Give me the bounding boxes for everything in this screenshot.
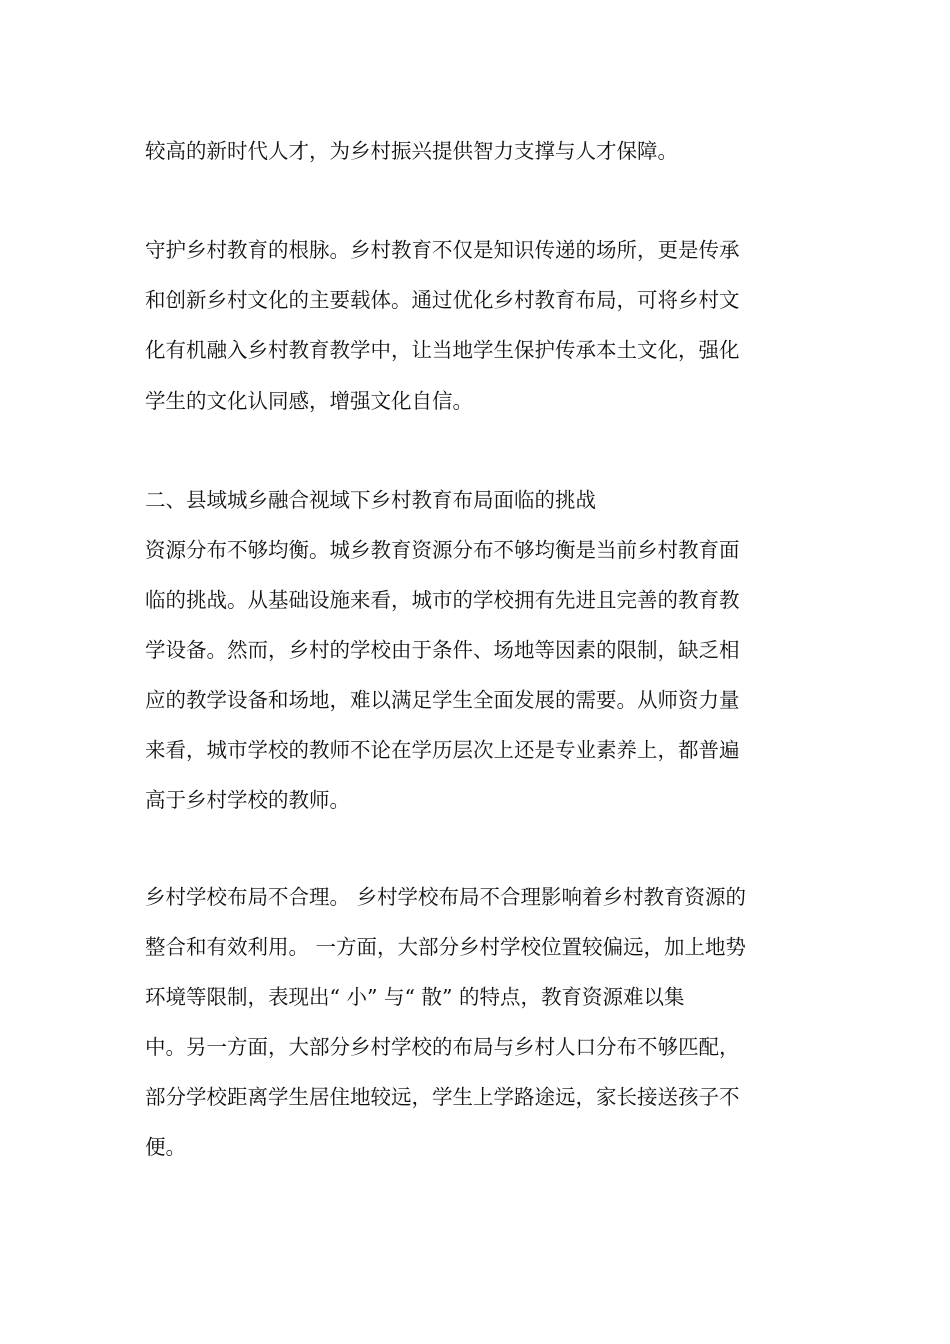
text-line: 便。	[145, 1135, 186, 1159]
text-line: 高于乡村学校的教师。	[145, 788, 350, 812]
text-line: 学生的文化认同感，增强文化自信。	[145, 389, 473, 413]
text-line: 临的挑战。从基础设施来看，城市的学校拥有先进且完善的教育教	[145, 588, 740, 612]
text-line: 较高的新时代人才，为乡村振兴提供智力支撑与人才保障。	[145, 139, 678, 163]
text-line: 乡村学校布局不合理。 乡村学校布局不合理影响着乡村教育资源的	[145, 885, 747, 909]
text-line: 中。另一方面，大部分乡村学校的布局与乡村人口分布不够匹配，	[145, 1035, 740, 1059]
text-line: 整合和有效利用。 一方面，大部分乡村学校位置较偏远，加上地势	[145, 935, 747, 959]
text-line: 学设备。然而，乡村的学校由于条件、场地等因素的限制，缺乏相	[145, 638, 740, 662]
text-line: 部分学校距离学生居住地较远，学生上学路途远，家长接送孩子不	[145, 1085, 740, 1109]
text-line: 守护乡村教育的根脉。乡村教育不仅是知识传递的场所，更是传承	[145, 238, 740, 262]
section-heading: 二、县域城乡融合视域下乡村教育布局面临的挑战	[145, 488, 596, 512]
text-line: 和创新乡村文化的主要载体。通过优化乡村教育布局，可将乡村文	[145, 288, 740, 312]
text-line: 化有机融入乡村教育教学中，让当地学生保护传承本土文化，强化	[145, 338, 740, 362]
text-line: 应的教学设备和场地，难以满足学生全面发展的需要。从师资力量	[145, 688, 740, 712]
text-line: 环境等限制，表现出“ 小” 与“ 散” 的特点，教育资源难以集	[145, 985, 685, 1009]
text-line: 资源分布不够均衡。城乡教育资源分布不够均衡是当前乡村教育面	[145, 538, 740, 562]
text-line: 来看，城市学校的教师不论在学历层次上还是专业素养上，都普遍	[145, 738, 740, 762]
